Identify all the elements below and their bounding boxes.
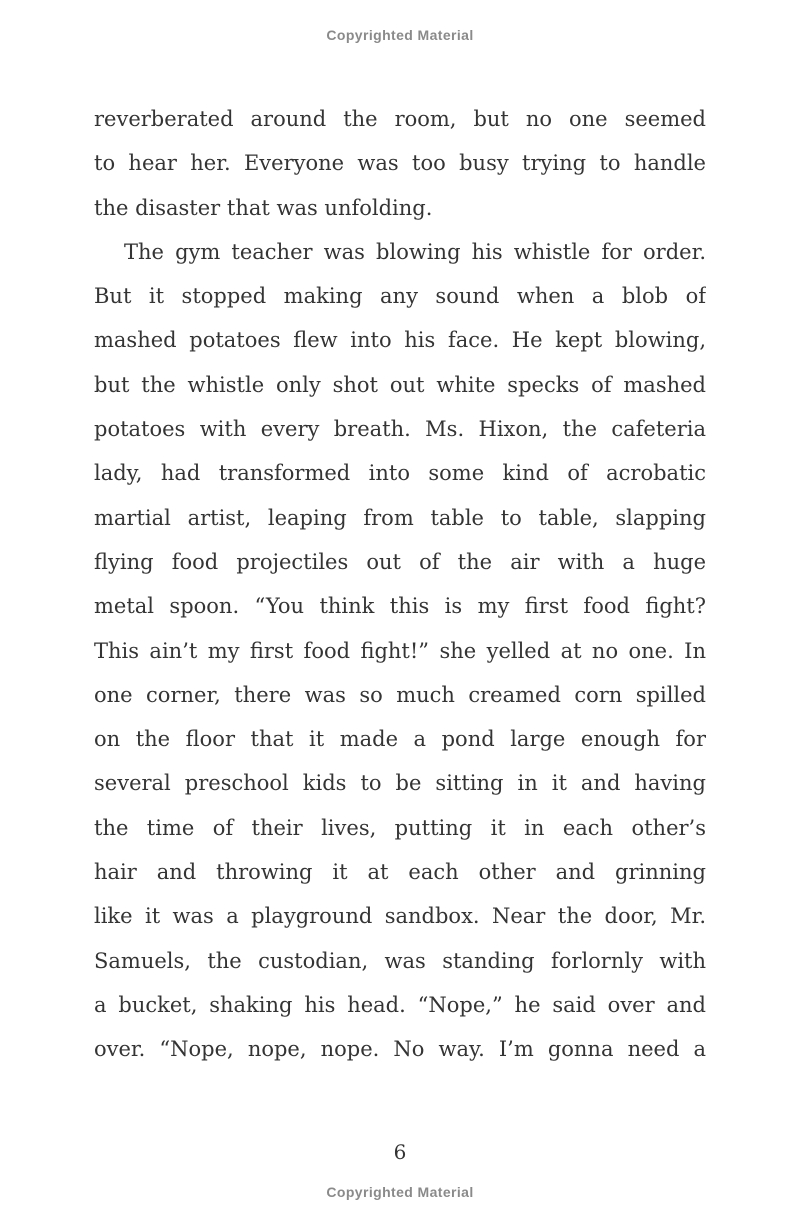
paragraph	[94, 97, 706, 230]
text-line: flying food projectiles out of the air with a huge	[94, 549, 706, 574]
text-line: but the whistle only shot out white specks of mashed	[94, 372, 706, 397]
text-line: potatoes with every breath. Ms. Hixon, the cafeteria	[94, 417, 706, 442]
text-line: lady, had transformed into some kind of acrobatic	[94, 461, 706, 486]
copyright-notice-bottom: Copyrighted Material	[326, 1184, 474, 1200]
text-line: martial artist, leaping from table to table, slapping	[94, 505, 706, 530]
text-line: to hear her. Everyone was too busy trying to handle	[94, 151, 706, 176]
text-line: a bucket, shaking his head. “Nope,” he said over and	[94, 992, 706, 1017]
paragraph	[94, 230, 706, 1072]
text-line: one corner, there was so much creamed corn spilled	[94, 682, 706, 707]
text-line: the time of their lives, putting it in each other’s	[94, 815, 706, 840]
text-line: hair and throwing it at each other and grinning	[94, 860, 706, 885]
text-line: the disaster that was unfolding.	[94, 195, 433, 220]
text-line: several preschool kids to be sitting in it and having	[94, 771, 706, 796]
text-line: like it was a playground sandbox. Near the door, Mr.	[94, 904, 706, 929]
text-line: reverberated around the room, but no one seemed	[94, 107, 706, 131]
text-line: This ain’t my first food fight!” she yelled at no one. In	[94, 638, 706, 663]
text-block	[94, 97, 706, 1072]
text-line: But it stopped making any sound when a blob of	[94, 284, 706, 309]
text-line: mashed potatoes flew into his face. He kept blowing,	[94, 328, 706, 353]
page-number: 6	[393, 1140, 407, 1164]
text-line: The gym teacher was blowing his whistle for order.	[124, 239, 706, 264]
text-line: over. “Nope, nope, nope. No way. I’m gonna need a	[94, 1037, 706, 1062]
text-line: metal spoon. “You think this is my first food fight?	[94, 594, 706, 619]
copyright-notice-top: Copyrighted Material	[326, 27, 474, 43]
text-line: on the floor that it made a pond large enough for	[94, 727, 706, 752]
text-line: Samuels, the custodian, was standing forlornly with	[94, 948, 706, 973]
